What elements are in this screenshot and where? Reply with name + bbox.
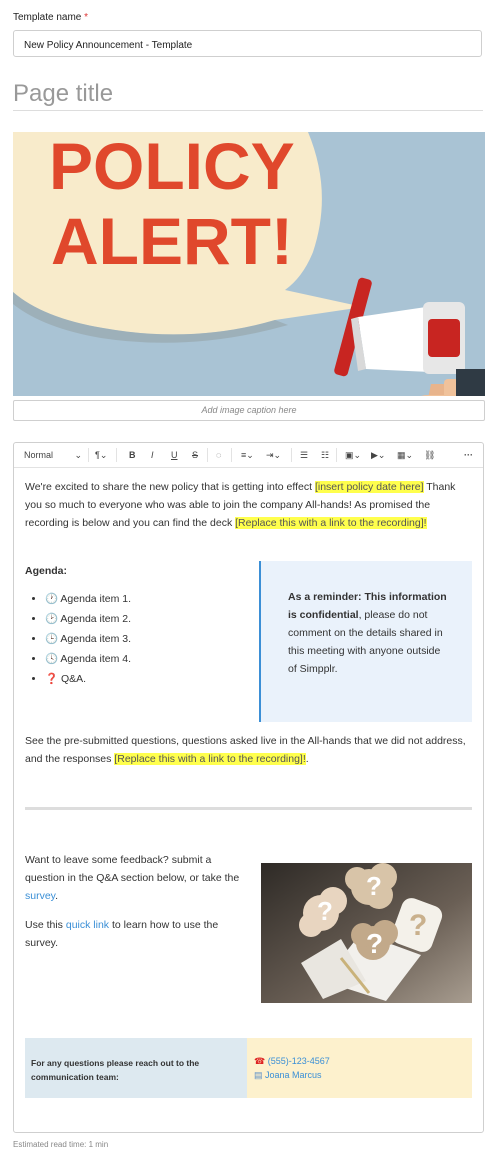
phone-link[interactable]: (555)-123-4567	[267, 1056, 330, 1066]
svg-text:?: ?	[366, 928, 384, 959]
phone-icon: ☎	[254, 1056, 266, 1066]
paragraph-format-icon[interactable]: ¶⌄	[95, 450, 108, 460]
contact-label-cell	[25, 1038, 247, 1098]
chevron-down-icon: ⌄	[74, 450, 82, 460]
agenda-item-text: Agenda item 4.	[60, 653, 132, 665]
reminder-bold-text: As a reminder: This information is confidential	[288, 591, 447, 621]
intro-paragraph	[25, 478, 472, 532]
clock-icon: 🕒	[45, 633, 59, 645]
reminder-callout	[259, 561, 472, 722]
clock-icon: 🕑	[45, 613, 59, 625]
toolbar-divider	[116, 448, 117, 462]
style-select-value: Normal	[24, 450, 54, 460]
svg-text:?: ?	[409, 909, 428, 942]
svg-text:?: ?	[317, 896, 333, 926]
text-color-icon[interactable]: ◌	[216, 450, 222, 460]
toolbar-divider	[291, 448, 292, 462]
toolbar-divider	[231, 448, 232, 462]
template-name-label	[13, 12, 88, 23]
image-icon[interactable]: ▣⌄	[345, 450, 362, 460]
use-this-text: Use this	[25, 919, 63, 931]
agenda-list	[8, 590, 245, 690]
intro-text: We're excited to share the new policy that is getting into effect	[25, 481, 313, 493]
agenda-item-text: Agenda item 1.	[60, 593, 132, 605]
italic-icon[interactable]: I	[151, 450, 154, 460]
contact-name-row	[254, 1068, 322, 1082]
strikethrough-icon[interactable]: S	[192, 450, 199, 460]
intro-text-2: Thank you so much to everyone who was able to join the company All-hands! As promised the recording is below and you can find the deck	[25, 481, 456, 529]
contact-details-cell	[247, 1038, 472, 1098]
list-item	[45, 610, 245, 628]
questions-text: See the pre-submitted questions, questions asked live in the All-hands that we did not address, and the responses	[25, 735, 466, 765]
more-icon[interactable]: ···	[464, 450, 473, 460]
toolbar-divider	[336, 448, 337, 462]
clock-icon: 🕓	[45, 653, 59, 665]
agenda-item-text: Q&A.	[61, 673, 87, 685]
link-icon[interactable]: ⛓	[424, 450, 436, 460]
hero-image[interactable]	[13, 132, 485, 396]
style-select[interactable]	[24, 443, 82, 467]
hero-line1: POLICY	[49, 132, 295, 203]
toolbar-divider	[207, 448, 208, 462]
required-mark: *	[84, 12, 89, 23]
toolbar-divider	[88, 448, 89, 462]
quick-link-paragraph	[25, 916, 245, 952]
numbered-list-icon[interactable]: ☷	[321, 450, 330, 460]
list-item	[45, 590, 245, 608]
agenda-item-text: Agenda item 2.	[60, 613, 132, 625]
list-item	[45, 670, 245, 688]
horizontal-divider	[25, 807, 472, 810]
table-icon[interactable]: ▦⌄	[397, 450, 414, 460]
template-name-input[interactable]: New Policy Announcement - Template	[13, 30, 482, 57]
agenda-item-text: Agenda item 3.	[60, 633, 132, 645]
list-item	[45, 630, 245, 648]
page-title-underline	[13, 110, 483, 111]
svg-text:?: ?	[366, 871, 382, 901]
question-marks-illustration	[261, 863, 472, 1003]
bold-icon[interactable]: B	[129, 450, 136, 460]
questions-paragraph	[25, 732, 472, 768]
questions-end: .	[305, 753, 309, 765]
video-icon[interactable]: ▶⌄	[371, 450, 386, 460]
list-item	[45, 650, 245, 668]
editor-toolbar	[14, 443, 483, 468]
indent-icon[interactable]: ⇥⌄	[266, 450, 282, 460]
rich-text-editor[interactable]	[13, 442, 484, 1133]
recording-link-placeholder[interactable]: [Replace this with a link to the recording]!	[235, 517, 427, 529]
question-marks-image[interactable]	[261, 863, 472, 1003]
feedback-text: Want to leave some feedback? submit a question in the Q&A section below, or take the	[25, 854, 240, 884]
feedback-end: .	[55, 890, 59, 902]
align-icon[interactable]: ≡⌄	[241, 450, 254, 460]
quick-link[interactable]: quick link	[65, 919, 110, 931]
contact-label: For any questions please reach out to the communication team:	[31, 1058, 200, 1082]
survey-link[interactable]: survey	[25, 890, 56, 902]
contact-name-link[interactable]: Joana Marcus	[265, 1070, 322, 1080]
image-caption-input[interactable]: Add image caption here	[13, 400, 485, 421]
hero-line2: ALERT!	[51, 204, 293, 278]
recording-link-placeholder[interactable]: [Replace this with a link to the recording]!	[114, 753, 306, 765]
template-name-label-text: Template name	[13, 12, 82, 23]
bulleted-list-icon[interactable]: ☰	[300, 450, 309, 460]
underline-icon[interactable]: U	[171, 450, 178, 460]
contact-phone-row	[254, 1054, 330, 1068]
id-card-icon: ▤	[254, 1070, 263, 1080]
agenda-heading: Agenda:	[25, 565, 67, 577]
question-icon: ❓	[45, 673, 59, 685]
page-title-input[interactable]: Page title	[13, 80, 114, 107]
reminder-text	[288, 588, 448, 678]
clock-icon: 🕐	[45, 593, 59, 605]
feedback-paragraph	[25, 851, 245, 905]
policy-date-placeholder: [insert policy date here]	[314, 481, 424, 493]
reminder-rest-text: , please do not comment on the details shared in this meeting with anyone outside of Simpplr.	[288, 609, 443, 675]
use-this-end-text: to learn how to use the survey.	[25, 919, 219, 949]
policy-alert-illustration	[13, 132, 485, 396]
read-time: Estimated read time: 1 min	[13, 1140, 109, 1149]
